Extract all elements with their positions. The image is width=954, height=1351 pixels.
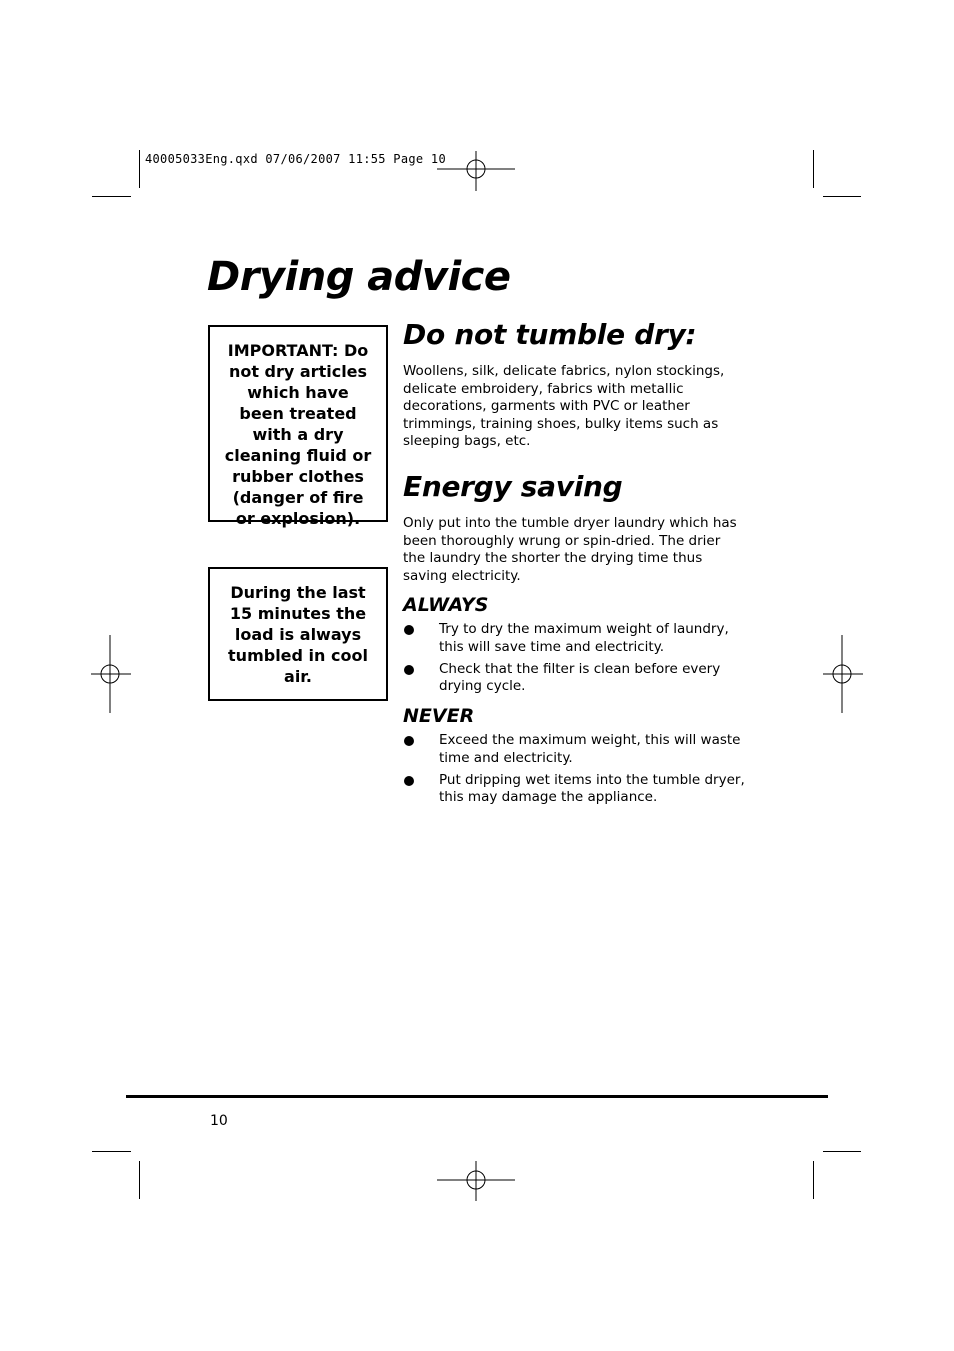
list-item: Try to dry the maximum weight of laundry, this will save time and electricity. [403, 621, 748, 656]
registration-mark-right-icon [823, 635, 863, 713]
registration-mark-top-icon [437, 151, 515, 191]
page-number: 10 [210, 1113, 228, 1129]
bullet-icon [404, 736, 414, 746]
important-notice-text: IMPORTANT: Do not dry articles which have been treated with a dry cleaning fluid or rubber clothes (danger of fire or explosion). [224, 341, 372, 528]
crop-mark-bottom-left-vertical [139, 1161, 140, 1199]
never-heading: NEVER [403, 705, 475, 727]
never-list [403, 732, 748, 811]
always-list [403, 621, 748, 700]
always-heading: ALWAYS [403, 594, 489, 616]
crop-mark-top-right-vertical [813, 150, 814, 188]
cool-air-notice-text: During the last 15 minutes the load is always tumbled in cool air. [228, 583, 368, 686]
do-not-tumble-text: Woollens, silk, delicate fabrics, nylon stockings, delicate embroidery, fabrics with metallic decorations, garments with PVC or leather trimmings, training shoes, bulky items such as sleeping bags, etc. [403, 363, 725, 450]
crop-mark-top-left-vertical [139, 150, 140, 188]
page-title: Drying advice [207, 254, 511, 300]
footer-rule [126, 1095, 828, 1098]
bullet-icon [404, 625, 414, 635]
crop-mark-bottom-left-horizontal [92, 1151, 131, 1152]
energy-saving-text: Only put into the tumble dryer laundry which has been thoroughly wrung or spin-dried. The drier the laundry the shorter the drying time thus saving electricity. [403, 515, 737, 584]
bullet-icon [404, 665, 414, 675]
bullet-icon [404, 776, 414, 786]
crop-mark-bottom-right-horizontal [823, 1151, 861, 1152]
print-slug: 40005033Eng.qxd 07/06/2007 11:55 Page 10 [145, 152, 446, 166]
crop-mark-top-right-horizontal [823, 196, 861, 197]
registration-mark-bottom-icon [437, 1161, 515, 1201]
do-not-tumble-heading: Do not tumble dry: [403, 318, 697, 351]
list-item: Put dripping wet items into the tumble dryer, this may damage the appliance. [403, 772, 748, 807]
list-item: Check that the filter is clean before every drying cycle. [403, 661, 748, 696]
cool-air-notice-box [208, 567, 388, 701]
energy-saving-heading: Energy saving [403, 470, 623, 503]
list-item: Exceed the maximum weight, this will waste time and electricity. [403, 732, 748, 767]
registration-mark-left-icon [91, 635, 131, 713]
important-notice-box [208, 325, 388, 528]
crop-mark-bottom-right-vertical [813, 1161, 814, 1199]
crop-mark-top-left-horizontal [92, 196, 131, 197]
